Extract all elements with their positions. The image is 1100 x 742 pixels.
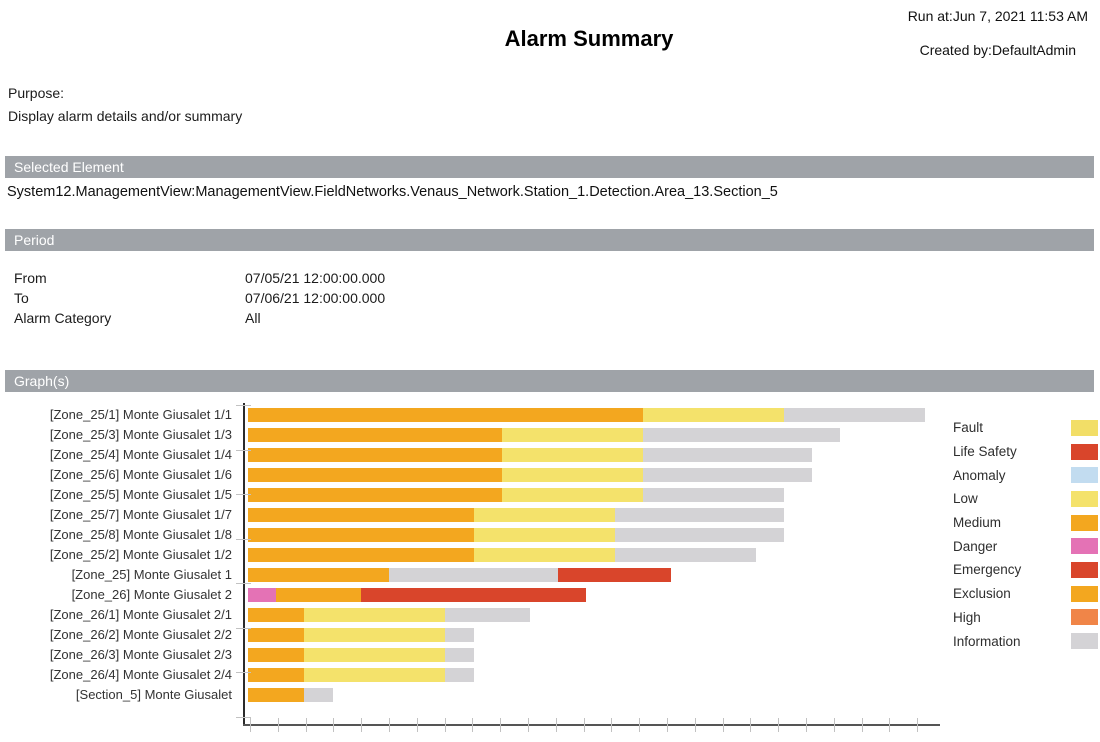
bar-segment-medium (248, 608, 304, 622)
x-axis-tick (862, 718, 863, 732)
y-axis-tick (236, 539, 251, 540)
chart-row (0, 485, 960, 505)
chart-bar (248, 428, 840, 442)
chart-x-axis (243, 724, 940, 726)
x-axis-tick (306, 718, 307, 732)
y-axis-tick (236, 494, 251, 495)
legend-item (953, 558, 1098, 582)
x-axis-tick (250, 718, 251, 732)
x-axis-tick (667, 718, 668, 732)
bar-segment-information (445, 648, 473, 662)
chart-bar (248, 548, 756, 562)
legend-label: Low (953, 491, 978, 507)
chart-row-label: [Zone_26/1] Monte Giusalet 2/1 (49, 607, 232, 622)
bar-segment-medium (248, 668, 304, 682)
chart-row (0, 565, 960, 585)
bar-segment-medium (248, 448, 502, 462)
chart-row-label: [Zone_25/6] Monte Giusalet 1/6 (49, 467, 232, 482)
from-label: From (14, 270, 47, 286)
chart-row-label: [Zone_25/5] Monte Giusalet 1/5 (49, 487, 232, 502)
chart-row-label: [Zone_26/4] Monte Giusalet 2/4 (49, 667, 232, 682)
chart-row (0, 605, 960, 625)
chart-bar (248, 528, 784, 542)
x-axis-tick (500, 718, 501, 732)
legend-color-swatch (1071, 633, 1098, 649)
chart-row-label: [Zone_25/3] Monte Giusalet 1/3 (49, 427, 232, 442)
chart-bar (248, 488, 784, 502)
legend-color-swatch (1071, 467, 1098, 483)
y-axis-tick (236, 672, 251, 673)
legend-item (953, 629, 1098, 653)
chart-row-label: [Zone_26/2] Monte Giusalet 2/2 (49, 627, 232, 642)
legend-item (953, 463, 1098, 487)
bar-segment-medium (248, 468, 502, 482)
legend-item (953, 534, 1098, 558)
chart-row (0, 585, 960, 605)
chart-row (0, 525, 960, 545)
legend-item (953, 487, 1098, 511)
bar-segment-information (615, 548, 756, 562)
chart-row-label: [Zone_25/7] Monte Giusalet 1/7 (49, 507, 232, 522)
x-axis-tick (389, 718, 390, 732)
bar-segment-medium (248, 428, 502, 442)
run-at-timestamp: Run at:Jun 7, 2021 11:53 AM (907, 8, 1088, 24)
legend-label: Anomaly (953, 467, 1006, 483)
bar-segment-medium (276, 588, 361, 602)
x-axis-tick (333, 718, 334, 732)
bar-segment-medium (248, 628, 304, 642)
legend-label: Fault (953, 420, 984, 436)
bar-segment-information (643, 448, 812, 462)
legend-color-swatch (1071, 586, 1098, 602)
period-section-header: Period (5, 229, 1094, 251)
chart-bar (248, 448, 812, 462)
bar-segment-low (502, 428, 643, 442)
x-axis-tick (584, 718, 585, 732)
chart-row-label: [Zone_26/3] Monte Giusalet 2/3 (49, 647, 232, 662)
legend-color-swatch (1071, 444, 1098, 460)
x-axis-tick (917, 718, 918, 732)
graphs-section-header: Graph(s) (5, 370, 1094, 392)
chart-bar (248, 668, 474, 682)
legend-item (953, 440, 1098, 464)
chart-bar (248, 408, 925, 422)
x-axis-tick (417, 718, 418, 732)
y-axis-tick (236, 628, 251, 629)
bar-segment-medium (248, 548, 474, 562)
bar-segment-information (615, 508, 784, 522)
bar-segment-medium (248, 648, 304, 662)
bar-segment-medium (248, 528, 474, 542)
legend-item (953, 511, 1098, 535)
bar-segment-low (474, 528, 615, 542)
legend-label: Danger (953, 538, 998, 554)
to-label: To (14, 290, 29, 306)
x-axis-tick (806, 718, 807, 732)
legend-label: Emergency (953, 562, 1022, 578)
bar-segment-low (474, 508, 615, 522)
x-axis-tick (723, 718, 724, 732)
legend-color-swatch (1071, 420, 1098, 436)
x-axis-tick (528, 718, 529, 732)
legend-color-swatch (1071, 562, 1098, 578)
chart-row-label: [Section_5] Monte Giusalet (75, 687, 232, 702)
chart-row (0, 685, 960, 705)
chart-bar (248, 648, 474, 662)
bar-segment-information (445, 628, 473, 642)
legend-item (953, 606, 1098, 630)
x-axis-tick (778, 718, 779, 732)
selected-element-section-header: Selected Element (5, 156, 1094, 178)
legend-item (953, 416, 1098, 440)
x-axis-tick (834, 718, 835, 732)
chart-row-label: [Zone_25/8] Monte Giusalet 1/8 (49, 527, 232, 542)
y-axis-tick (236, 717, 251, 718)
chart-legend (953, 416, 1098, 653)
y-axis-tick (236, 583, 251, 584)
page-title: Alarm Summary (504, 26, 674, 51)
bar-segment-medium (248, 408, 643, 422)
selected-element-path: System12.ManagementView:ManagementView.FieldNetworks.Venaus_Network.Station_1.Detection.Area_13.Section_5 (7, 184, 778, 200)
bar-segment-medium (248, 488, 502, 502)
chart-row-label: [Zone_25/2] Monte Giusalet 1/2 (49, 547, 232, 562)
chart-bar (248, 588, 586, 602)
x-axis-tick (278, 718, 279, 732)
bar-segment-low (304, 608, 445, 622)
x-axis-tick (639, 718, 640, 732)
chart-row (0, 665, 960, 685)
y-axis-tick (236, 405, 251, 406)
chart-bar (248, 568, 671, 582)
bar-segment-emergency (558, 568, 671, 582)
legend-label: Exclusion (953, 586, 1011, 602)
chart-bar (248, 608, 530, 622)
bar-segment-information (643, 428, 840, 442)
bar-segment-low (304, 648, 445, 662)
purpose-label: Purpose: (8, 85, 65, 101)
legend-color-swatch (1071, 609, 1098, 625)
legend-label: High (953, 609, 981, 625)
chart-row (0, 405, 960, 425)
chart-row-label: [Zone_25] Monte Giusalet 1 (71, 567, 232, 582)
period-row-alarm-category (0, 310, 600, 330)
bar-segment-information (445, 668, 473, 682)
x-axis-tick (750, 718, 751, 732)
bar-segment-danger (248, 588, 276, 602)
bar-segment-medium (248, 688, 304, 702)
x-axis-tick (472, 718, 473, 732)
alarm-stacked-bar-chart (0, 405, 1100, 705)
chart-bar (248, 688, 333, 702)
bar-segment-low (304, 628, 445, 642)
bar-segment-emergency (361, 588, 587, 602)
chart-row (0, 465, 960, 485)
x-axis-tick (445, 718, 446, 732)
bar-segment-information (304, 688, 332, 702)
chart-row (0, 625, 960, 645)
legend-color-swatch (1071, 515, 1098, 531)
chart-y-axis (243, 403, 245, 725)
x-axis-tick (889, 718, 890, 732)
chart-bar (248, 468, 812, 482)
purpose-text: Display alarm details and/or summary (8, 108, 243, 124)
bar-segment-information (389, 568, 558, 582)
bar-segment-low (643, 408, 784, 422)
bar-segment-information (643, 468, 812, 482)
period-row-from (0, 270, 600, 290)
y-axis-tick (236, 450, 251, 451)
bar-segment-medium (248, 508, 474, 522)
chart-row (0, 425, 960, 445)
legend-color-swatch (1071, 491, 1098, 507)
chart-row (0, 645, 960, 665)
bar-segment-medium (248, 568, 389, 582)
bar-segment-low (502, 468, 643, 482)
legend-label: Medium (953, 515, 1002, 531)
x-axis-tick (695, 718, 696, 732)
bar-segment-information (445, 608, 530, 622)
legend-label: Life Safety (953, 444, 1017, 460)
bar-segment-information (615, 528, 784, 542)
legend-color-swatch (1071, 538, 1098, 554)
to-value: 07/06/21 12:00:00.000 (245, 290, 386, 306)
legend-label: Information (953, 633, 1021, 649)
bar-segment-low (502, 448, 643, 462)
period-row-to (0, 290, 600, 310)
bar-segment-low (502, 488, 643, 502)
chart-bar (248, 508, 784, 522)
from-value: 07/05/21 12:00:00.000 (245, 270, 386, 286)
chart-row-label: [Zone_25/1] Monte Giusalet 1/1 (49, 407, 232, 422)
bar-segment-information (784, 408, 925, 422)
x-axis-tick (611, 718, 612, 732)
bar-segment-low (304, 668, 445, 682)
x-axis-tick (361, 718, 362, 732)
legend-item (953, 582, 1098, 606)
created-by-text: Created by:DefaultAdmin (919, 42, 1076, 58)
alarm-category-label: Alarm Category (14, 310, 112, 326)
chart-row (0, 505, 960, 525)
chart-row-label: [Zone_26] Monte Giusalet 2 (71, 587, 232, 602)
bar-segment-low (474, 548, 615, 562)
alarm-category-value: All (245, 310, 261, 326)
x-axis-tick (556, 718, 557, 732)
bar-segment-information (643, 488, 784, 502)
chart-bar (248, 628, 474, 642)
chart-row (0, 445, 960, 465)
chart-row (0, 545, 960, 565)
chart-row-label: [Zone_25/4] Monte Giusalet 1/4 (49, 447, 232, 462)
